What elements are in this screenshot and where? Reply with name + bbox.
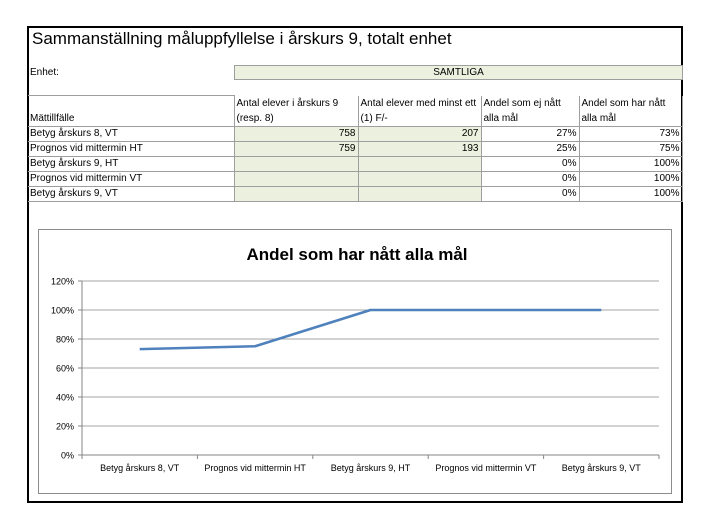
y-tick-label: 100% [50,305,74,316]
header-cell: Mättillfälle [28,96,234,127]
enhet-value-cell[interactable]: SAMTLIGA [234,65,683,80]
y-tick-label: 120% [50,276,74,287]
header-cell: Andel som ej nått alla mål [481,96,579,127]
x-tick-label: Betyg årskurs 8, VT [100,463,180,473]
row-label: Prognos vid mittermin HT [28,141,234,156]
x-tick-label: Prognos vid mittermin VT [435,463,537,473]
row-label: Betyg årskurs 9, VT [28,186,234,201]
y-tick-label: 20% [55,421,74,432]
x-tick-label: Prognos vid mittermin HT [204,463,306,473]
y-tick-label: 40% [55,392,74,403]
y-tick-label: 0% [60,450,74,461]
cell[interactable]: 100% [579,171,682,186]
cell[interactable]: 193 [358,141,481,156]
cell[interactable]: 758 [234,126,358,141]
cell[interactable]: 0% [481,156,579,171]
cell[interactable]: 100% [579,156,682,171]
cell[interactable]: 0% [481,186,579,201]
x-tick-label: Betyg årskurs 9, HT [330,463,411,473]
chart-title: Andel som har nått alla mål [246,245,468,264]
cell[interactable]: 25% [481,141,579,156]
row-label: Betyg årskurs 9, HT [28,156,234,171]
cell[interactable]: 73% [579,126,682,141]
header-cell: Antal elever i årskurs 9 (resp. 8) [234,96,358,127]
cell[interactable]: 207 [358,126,481,141]
enhet-label: Enhet: [30,67,59,78]
cell[interactable]: 759 [234,141,358,156]
y-tick-label: 80% [55,334,74,345]
y-tick-label: 60% [55,363,74,374]
header-cell: Antal elever med minst ett (1) F/- [358,96,481,127]
series-line [140,310,602,349]
row-label: Prognos vid mittermin VT [28,171,234,186]
header-cell: Andel som har nått alla mål [579,96,682,127]
cell[interactable]: 0% [481,171,579,186]
cell[interactable]: 100% [579,186,682,201]
sheet-title: Sammanställning måluppfyllelse i årskurs 9, totalt enhet [32,29,452,48]
row-label: Betyg årskurs 8, VT [28,126,234,141]
x-tick-label: Betyg årskurs 9, VT [561,463,641,473]
cell[interactable]: 75% [579,141,682,156]
cell[interactable]: 27% [481,126,579,141]
